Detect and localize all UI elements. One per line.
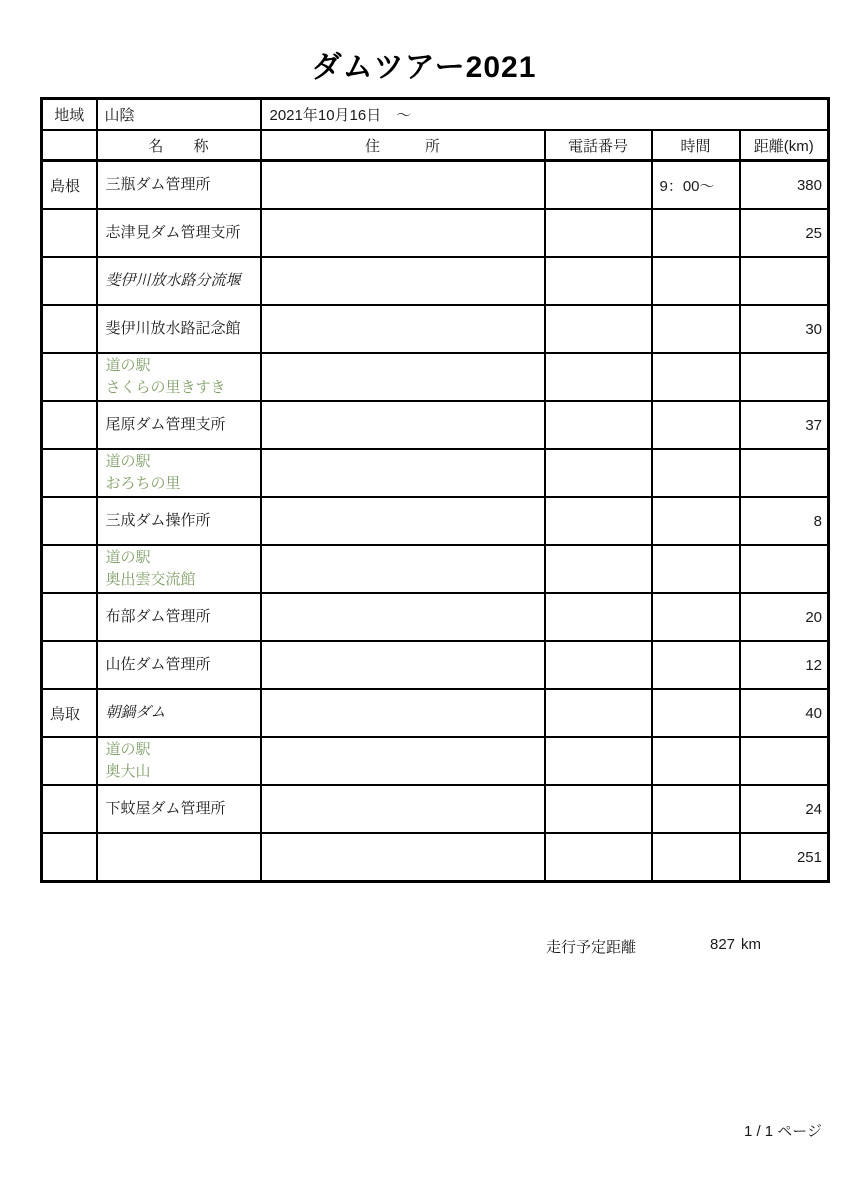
time-cell bbox=[652, 593, 740, 641]
address-cell bbox=[261, 497, 545, 545]
distance-cell: 12 bbox=[740, 641, 829, 689]
region-value: 山陰 bbox=[97, 99, 261, 131]
address-cell bbox=[261, 353, 545, 401]
time-cell bbox=[652, 497, 740, 545]
time-cell bbox=[652, 785, 740, 833]
distance-cell: 8 bbox=[740, 497, 829, 545]
table-row bbox=[42, 401, 829, 449]
header-empty-cell bbox=[42, 130, 97, 161]
region-label: 地域 bbox=[42, 99, 97, 131]
name-cell bbox=[97, 593, 261, 641]
time-cell bbox=[652, 353, 740, 401]
distance-cell: 251 bbox=[740, 833, 829, 882]
header-name: 名 称 bbox=[97, 130, 261, 161]
prefecture-cell bbox=[42, 257, 97, 305]
address-cell bbox=[261, 401, 545, 449]
name-line: 斐伊川放水路分流堰 bbox=[105, 272, 241, 289]
table-header-row-columns bbox=[42, 130, 829, 161]
table-row bbox=[42, 545, 829, 593]
time-cell bbox=[652, 833, 740, 882]
name-line: おろちの里 bbox=[105, 475, 181, 492]
name-cell bbox=[97, 785, 261, 833]
prefecture-cell bbox=[42, 497, 97, 545]
prefecture-cell bbox=[42, 785, 97, 833]
tour-table-body bbox=[42, 161, 829, 882]
address-cell bbox=[261, 257, 545, 305]
phone-cell bbox=[545, 497, 652, 545]
name-line: 奥大山 bbox=[105, 763, 151, 780]
prefecture-cell bbox=[42, 641, 97, 689]
table-row bbox=[42, 497, 829, 545]
table-row bbox=[42, 833, 829, 882]
tour-table bbox=[40, 97, 830, 883]
header-phone: 電話番号 bbox=[545, 130, 652, 161]
prefecture-cell bbox=[42, 353, 97, 401]
distance-cell bbox=[740, 257, 829, 305]
page-title: ダムツアー2021 bbox=[311, 51, 537, 84]
distance-cell: 40 bbox=[740, 689, 829, 737]
name-cell bbox=[97, 833, 261, 882]
prefecture-cell bbox=[42, 545, 97, 593]
table-row bbox=[42, 353, 829, 401]
phone-cell bbox=[545, 545, 652, 593]
name-cell bbox=[97, 449, 261, 497]
distance-cell bbox=[740, 737, 829, 785]
address-cell bbox=[261, 305, 545, 353]
name-line: 道の駅 bbox=[105, 357, 151, 374]
time-cell bbox=[652, 641, 740, 689]
table-row bbox=[42, 209, 829, 257]
address-cell bbox=[261, 449, 545, 497]
name-line: 朝鍋ダム bbox=[105, 704, 166, 721]
distance-cell: 24 bbox=[740, 785, 829, 833]
name-line: 布部ダム管理所 bbox=[105, 608, 211, 625]
phone-cell bbox=[545, 305, 652, 353]
name-line: 山佐ダム管理所 bbox=[105, 656, 211, 673]
name-line: 三成ダム操作所 bbox=[105, 512, 211, 529]
distance-cell: 380 bbox=[740, 161, 829, 210]
name-cell bbox=[97, 401, 261, 449]
table-row bbox=[42, 257, 829, 305]
time-cell: 9：00～ bbox=[652, 161, 740, 210]
name-line: 奥出雲交流館 bbox=[105, 571, 196, 588]
table-row bbox=[42, 161, 829, 210]
table-row bbox=[42, 737, 829, 785]
name-line: 道の駅 bbox=[105, 741, 151, 758]
name-cell bbox=[97, 737, 261, 785]
prefecture-cell: 島根 bbox=[42, 161, 97, 210]
phone-cell bbox=[545, 689, 652, 737]
prefecture-cell bbox=[42, 209, 97, 257]
date-range: 2021年10月16日 ～ bbox=[261, 99, 829, 131]
table-row bbox=[42, 689, 829, 737]
name-cell bbox=[97, 305, 261, 353]
distance-cell: 37 bbox=[740, 401, 829, 449]
time-cell bbox=[652, 401, 740, 449]
time-cell bbox=[652, 449, 740, 497]
name-line: 三瓶ダム管理所 bbox=[105, 176, 211, 193]
name-cell bbox=[97, 353, 261, 401]
address-cell bbox=[261, 737, 545, 785]
address-cell bbox=[261, 593, 545, 641]
table-row bbox=[42, 641, 829, 689]
table-header-row-region bbox=[42, 99, 829, 131]
time-cell bbox=[652, 257, 740, 305]
prefecture-cell bbox=[42, 305, 97, 353]
time-cell bbox=[652, 209, 740, 257]
phone-cell bbox=[545, 785, 652, 833]
page-number: 1 / 1 ページ bbox=[743, 1123, 822, 1140]
address-cell bbox=[261, 785, 545, 833]
name-cell bbox=[97, 257, 261, 305]
summary-total-distance bbox=[710, 936, 761, 953]
phone-cell bbox=[545, 401, 652, 449]
address-cell bbox=[261, 545, 545, 593]
name-cell bbox=[97, 689, 261, 737]
table-row bbox=[42, 593, 829, 641]
prefecture-cell bbox=[42, 593, 97, 641]
summary-value-number: 827 bbox=[710, 936, 736, 953]
header-address: 住 所 bbox=[261, 130, 545, 161]
phone-cell bbox=[545, 833, 652, 882]
address-cell bbox=[261, 209, 545, 257]
name-line: 尾原ダム管理支所 bbox=[105, 416, 226, 433]
distance-cell: 20 bbox=[740, 593, 829, 641]
table-row bbox=[42, 785, 829, 833]
name-line: 斐伊川放水路記念館 bbox=[105, 320, 241, 337]
address-cell bbox=[261, 641, 545, 689]
prefecture-cell bbox=[42, 737, 97, 785]
header-distance: 距離(km) bbox=[740, 130, 829, 161]
table-row bbox=[42, 449, 829, 497]
distance-cell: 25 bbox=[740, 209, 829, 257]
prefecture-cell bbox=[42, 833, 97, 882]
name-line: 道の駅 bbox=[105, 453, 151, 470]
name-cell bbox=[97, 641, 261, 689]
summary-value-unit: km bbox=[741, 936, 762, 953]
prefecture-cell bbox=[42, 401, 97, 449]
prefecture-cell: 鳥取 bbox=[42, 689, 97, 737]
distance-cell bbox=[740, 449, 829, 497]
time-cell bbox=[652, 545, 740, 593]
address-cell bbox=[261, 689, 545, 737]
name-cell bbox=[97, 209, 261, 257]
phone-cell bbox=[545, 737, 652, 785]
phone-cell bbox=[545, 353, 652, 401]
name-line: さくらの里きすき bbox=[105, 379, 226, 396]
phone-cell bbox=[545, 209, 652, 257]
distance-cell: 30 bbox=[740, 305, 829, 353]
time-cell bbox=[652, 737, 740, 785]
phone-cell bbox=[545, 449, 652, 497]
name-line: 志津見ダム管理支所 bbox=[105, 224, 241, 241]
phone-cell bbox=[545, 641, 652, 689]
summary-row bbox=[0, 936, 848, 958]
name-cell bbox=[97, 545, 261, 593]
header-time: 時間 bbox=[652, 130, 740, 161]
name-cell bbox=[97, 161, 261, 210]
name-line: 下蚊屋ダム管理所 bbox=[105, 800, 226, 817]
address-cell bbox=[261, 161, 545, 210]
table-row bbox=[42, 305, 829, 353]
phone-cell bbox=[545, 161, 652, 210]
phone-cell bbox=[545, 257, 652, 305]
distance-cell bbox=[740, 545, 829, 593]
time-cell bbox=[652, 689, 740, 737]
address-cell bbox=[261, 833, 545, 882]
prefecture-cell bbox=[42, 449, 97, 497]
summary-label: 走行予定距離 bbox=[546, 939, 637, 956]
distance-cell bbox=[740, 353, 829, 401]
name-line: 道の駅 bbox=[105, 549, 151, 566]
name-cell bbox=[97, 497, 261, 545]
phone-cell bbox=[545, 593, 652, 641]
time-cell bbox=[652, 305, 740, 353]
